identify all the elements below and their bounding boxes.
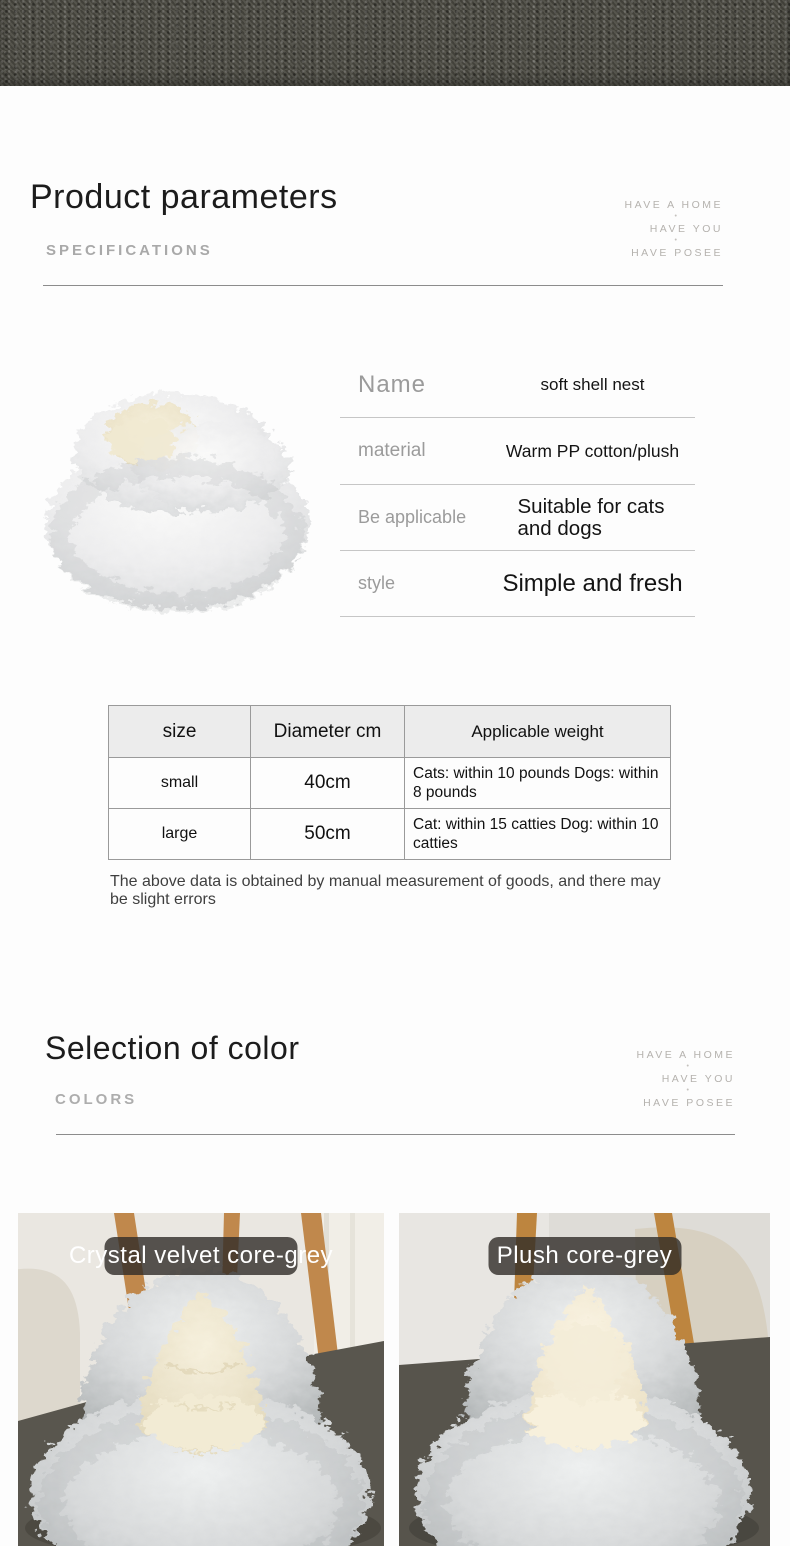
separator-dot: •: [686, 1087, 689, 1094]
color-label-pill: [488, 1237, 681, 1275]
table-row-large: [109, 809, 671, 860]
section-subtitle-colors: COLORS: [55, 1091, 138, 1108]
spec-label: style: [358, 573, 396, 593]
separator-dot: •: [686, 1063, 689, 1070]
spec-row-material: [340, 418, 695, 485]
weight-cell: Cats: within 10 pounds Dogs: within 8 pounds: [405, 758, 671, 809]
size-table-header: Applicable weight: [405, 706, 671, 758]
color-label-pill: [68, 1237, 334, 1275]
section-subtitle-specifications: SPECIFICATIONS: [46, 242, 213, 259]
spec-row-style: [340, 551, 695, 617]
section-title-product-parameters: Product parameters: [30, 178, 338, 216]
weight-cell: Cat: within 15 catties Dog: within 10 catties: [405, 809, 671, 860]
spec-label: Be applicable: [358, 507, 467, 527]
diameter-cell: 50cm: [251, 809, 405, 860]
spec-label: material: [358, 440, 426, 461]
brand-slogan: [637, 1049, 736, 1109]
size-cell: small: [109, 758, 251, 809]
color-option-crystal-velvet-photo: [18, 1213, 384, 1546]
spec-row-applicable: [340, 485, 695, 551]
divider: [43, 285, 723, 286]
spec-list: [340, 352, 695, 617]
table-row-small: [109, 758, 671, 809]
spec-label: Name: [358, 370, 427, 398]
brand-line: HAVE POSEE: [631, 247, 723, 259]
brand-line: HAVE A HOME: [636, 1049, 735, 1061]
spec-value: Suitable for cats and dogs: [517, 494, 665, 540]
color-option-label: Crystal velvet core-grey: [68, 1242, 334, 1269]
brand-line: HAVE POSEE: [643, 1097, 735, 1109]
brand-slogan: [625, 199, 724, 259]
spec-row-name: [340, 352, 695, 418]
bed-illustration: [45, 393, 309, 609]
fabric-texture-banner: [0, 0, 790, 86]
color-option-label: Plush core-grey: [496, 1242, 673, 1269]
spec-value: Simple and fresh: [502, 569, 683, 597]
spec-value: soft shell nest: [540, 374, 645, 394]
measurement-disclaimer: The above data is obtained by manual measurement of goods, and there may be slight errors: [110, 873, 661, 908]
color-option-plush-photo: [399, 1213, 770, 1546]
size-table: [108, 705, 671, 860]
size-table-header: Diameter cm: [251, 706, 405, 758]
spec-value: Warm PP cotton/plush: [505, 440, 680, 461]
separator-dot: •: [674, 213, 677, 220]
diameter-cell: 40cm: [251, 758, 405, 809]
size-cell: large: [109, 809, 251, 860]
size-table-header-row: [109, 706, 671, 758]
brand-line: HAVE YOU: [661, 1073, 735, 1085]
size-table-header: size: [109, 706, 251, 758]
product-photo-fluffy-bed: [22, 335, 337, 635]
brand-line: HAVE A HOME: [624, 199, 723, 211]
section-title-selection-of-color: Selection of color: [45, 1030, 300, 1066]
separator-dot: •: [674, 237, 677, 244]
divider: [56, 1134, 735, 1135]
brand-line: HAVE YOU: [649, 223, 723, 235]
